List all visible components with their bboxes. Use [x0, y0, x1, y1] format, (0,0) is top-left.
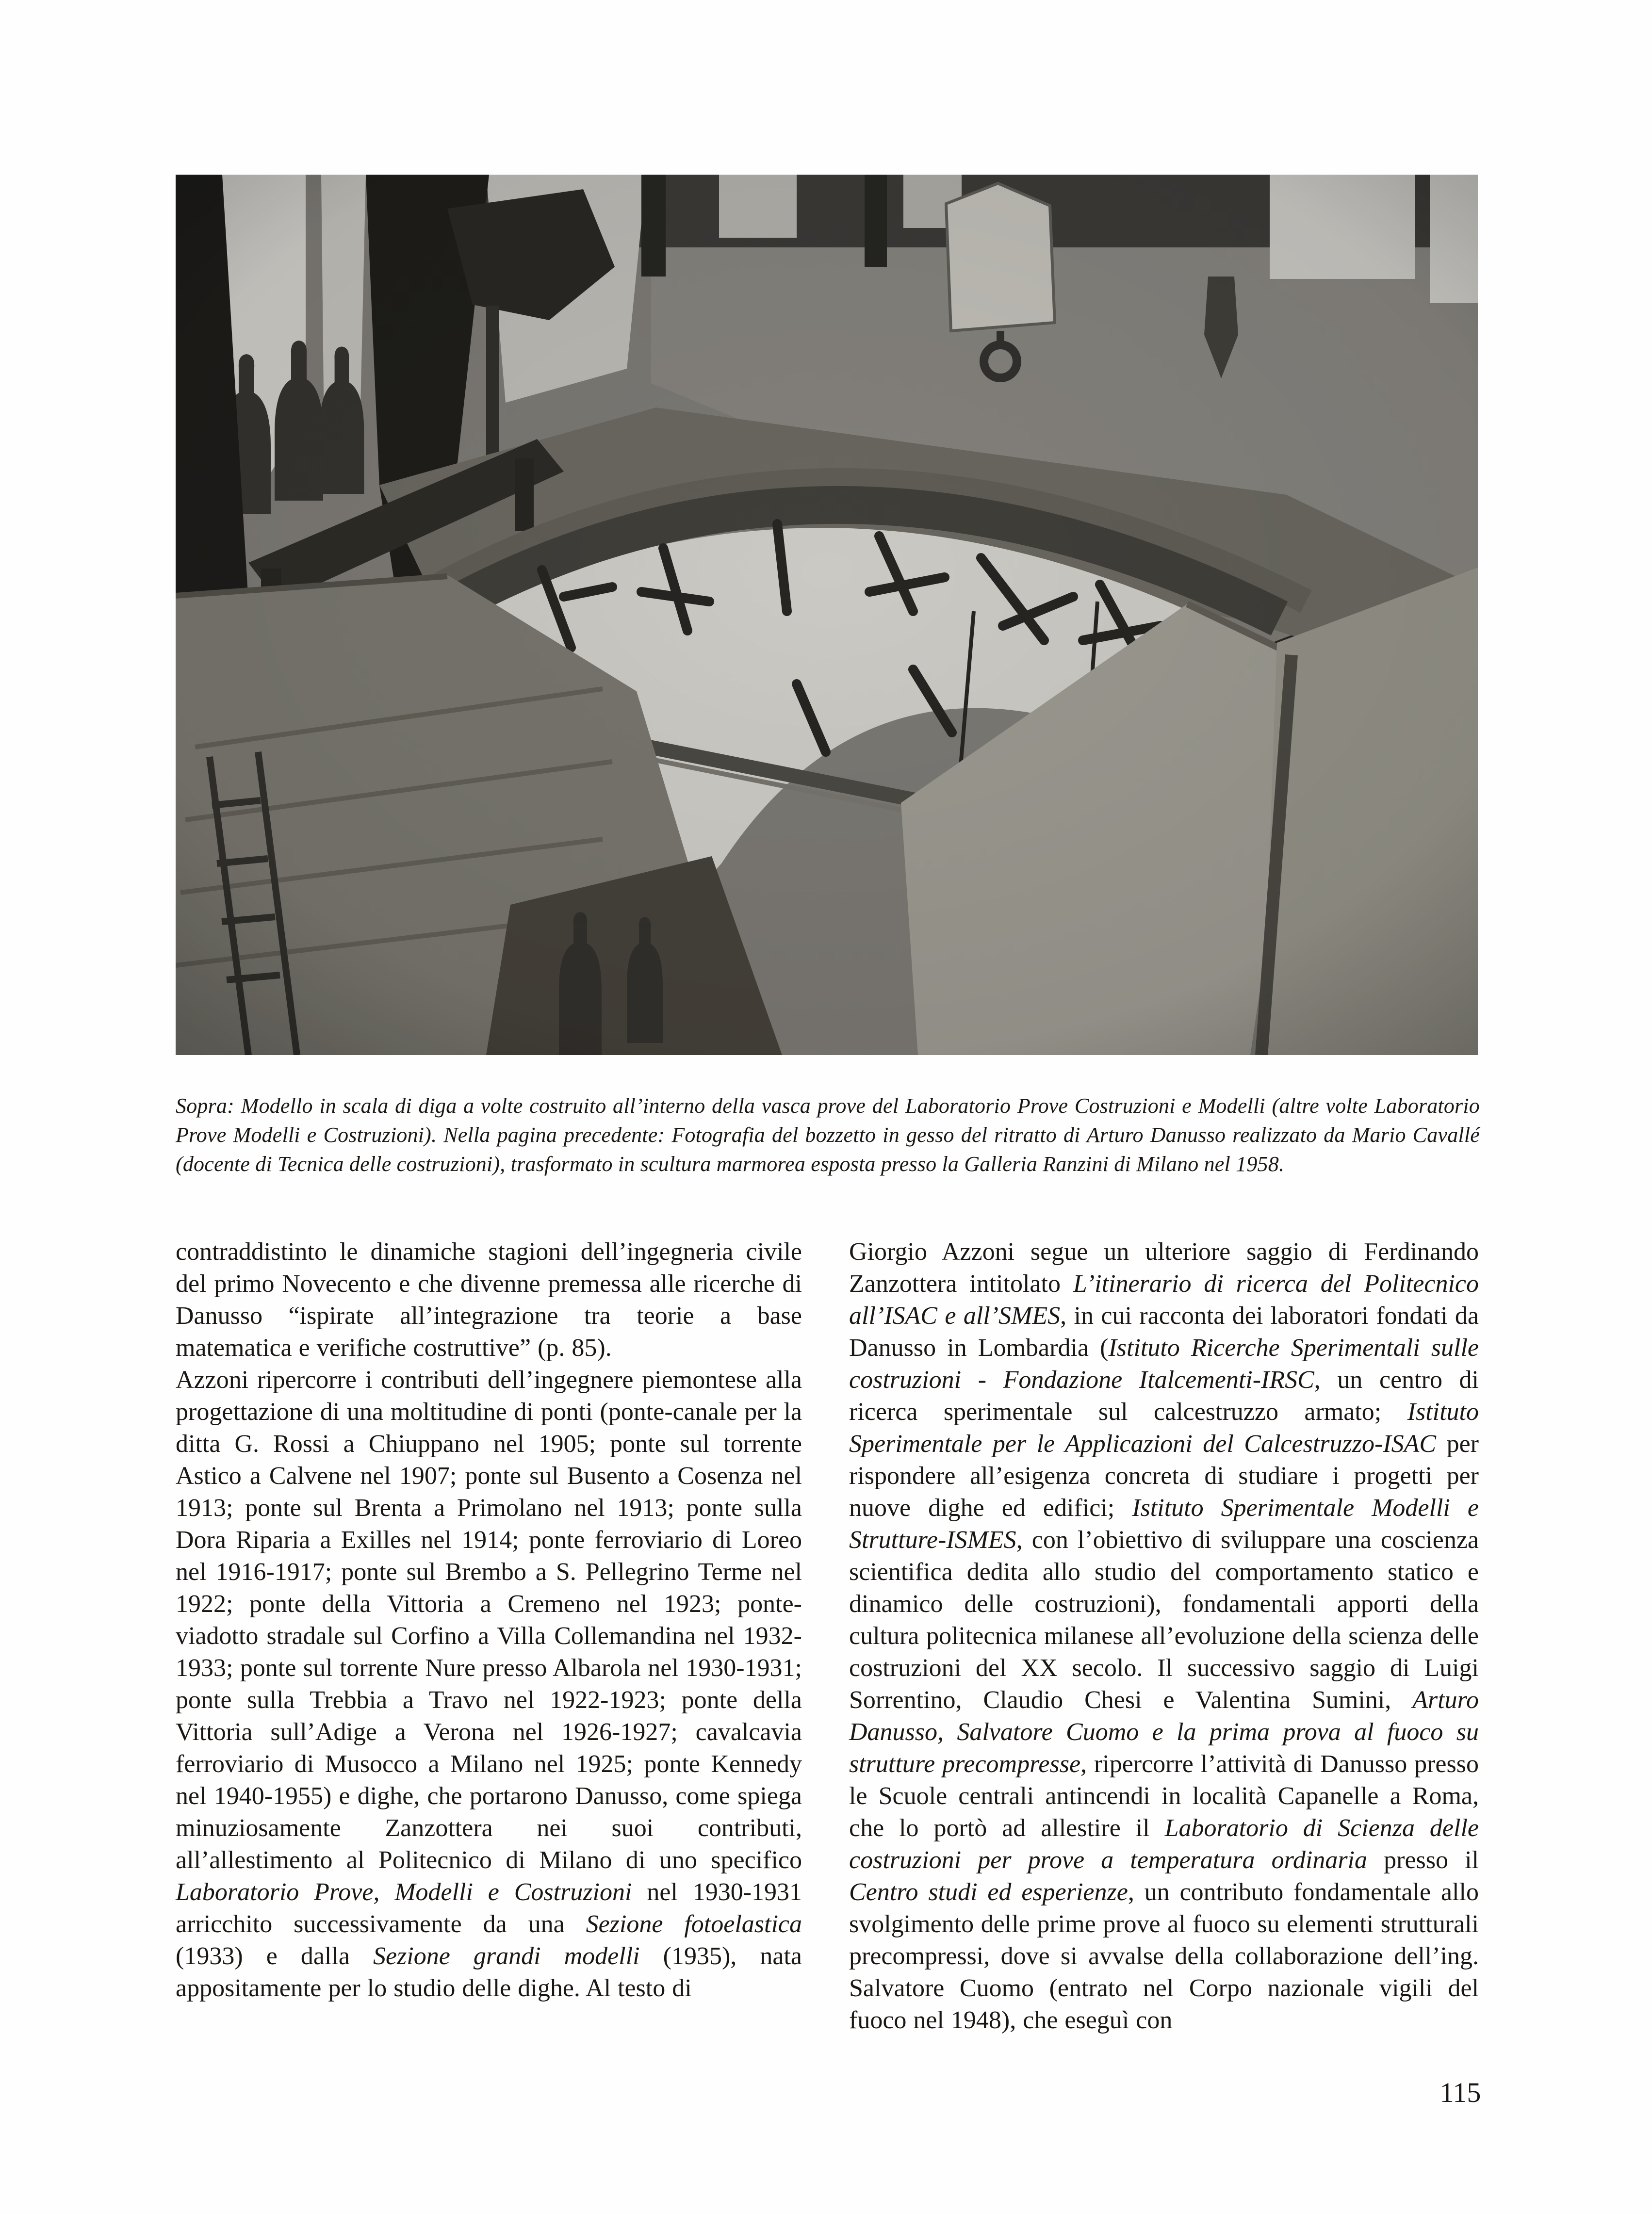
body-text [176, 1236, 1479, 2036]
page-number: 115 [1439, 2077, 1481, 2108]
paragraph: Giorgio Azzoni segue un ulteriore saggio di Ferdinando Zanzottera intitolato L’itinerario di ricerca del Politecnico all’ISAC e all’SMES, in cui racconta dei laboratori fondati da Danusso in Lombardia (Istituto Ricerche Sperimentali sulle costruzioni - Fondazione Italcementi-IRSC, un centro di ricerca sperimentale sul calcestruzzo armato; Istituto Sperimentale per le Applicazioni del Calcestruzzo-ISAC per rispondere all’esigenza concreta di studiare i progetti per nuove dighe ed edifici; Istituto Sperimentale Modelli e Strutture-ISMES, con l’obiettivo di sviluppare una coscienza scientifica dedita allo studio del comportamento statico e dinamico delle costruzioni), fondamentali apporti della cultura politecnica milanese all’evoluzione della scienza delle costruzioni del XX secolo. Il successivo saggio di Luigi Sorrentino, Claudio Chesi e Valentina Sumini, Arturo Danusso, Salvatore Cuomo e la prima prova al fuoco su strutture precompresse, ripercorre l’attività di Danusso presso le Scuole centrali antincendi in località Capanelle a Roma, che lo portò ad allestire il Laboratorio di Scienza delle costruzioni per prove a temperatura ordinaria presso il Centro studi ed esperienze, un contributo fondamentale allo svolgimento delle prime prove al fuoco su elementi strutturali precompressi, dove si avvalse della collaborazione dell’ing. Salvatore Cuomo (entrato nel Corpo nazionale vigili del fuoco nel 1948), che eseguì con [849, 1238, 1479, 2034]
paragraph: Azzoni ripercorre i contributi dell’ingegnere piemontese alla progettazione di una moltitudine di ponti (ponte-canale per la ditta G. Rossi a Chiuppano nel 1905; ponte sul torrente Astico a Calvene nel 1907; ponte sul Busento a Cosenza nel 1913; ponte sul Brenta a Primolano nel 1913; ponte sulla Dora Riparia a Exilles nel 1914; ponte ferroviario di Loreo nel 1916-1917; ponte sul Brembo a S. Pellegrino Terme nel 1922; ponte della Vittoria a Cremeno nel 1923; ponte-viadotto stradale sul Corfino a Villa Collemandina nel 1932-1933; ponte sul torrente Nure presso Albarola nel 1930-1931; ponte sulla Trebbia a Travo nel 1922-1923; ponte della Vittoria sull’Adige a Verona nel 1926-1927; cavalcavia ferroviario di Musocco a Milano nel 1925; ponte Kennedy nel 1940-1955) e dighe, che portarono Danusso, come spiega minuziosamente Zanzottera nei suoi contributi, all’allestimento al Politecnico di Milano di uno specifico Laboratorio Prove, Modelli e Costruzioni nel 1930-1931 arricchito successivamente da una Sezione fotoelastica (1933) e dalla Sezione grandi modelli (1935), nata appositamente per lo studio delle dighe. Al testo di [176, 1366, 802, 2002]
text-column-left [176, 1236, 802, 2036]
text-column-right [849, 1236, 1479, 2036]
dam-model-photo-illustration [176, 175, 1478, 1055]
figure-caption: Sopra: Modello in scala di diga a volte costruito all’interno della vasca prove del Laboratorio Prove Costruzioni e Modelli (altre volte Laboratorio Prove Modelli e Costruzioni). Nella pagina precedente: Fotografia del bozzetto in gesso del ritratto di Arturo Danusso realizzato da Mario Cavallé (docente di Tecnica delle costruzioni), trasformato in scultura marmorea esposta presso la Galleria Ranzini di Milano nel 1958. [176, 1094, 1480, 1176]
photo-grain [176, 175, 1478, 1055]
dam-model-photo [176, 175, 1478, 1055]
paragraph: contraddistinto le dinamiche stagioni dell’ingegneria civile del primo Novecento e che divenne premessa alle ricerche di Danusso “ispirate all’integrazione tra teorie a base matematica e verifiche costruttive” (p. 85). [176, 1238, 802, 1362]
